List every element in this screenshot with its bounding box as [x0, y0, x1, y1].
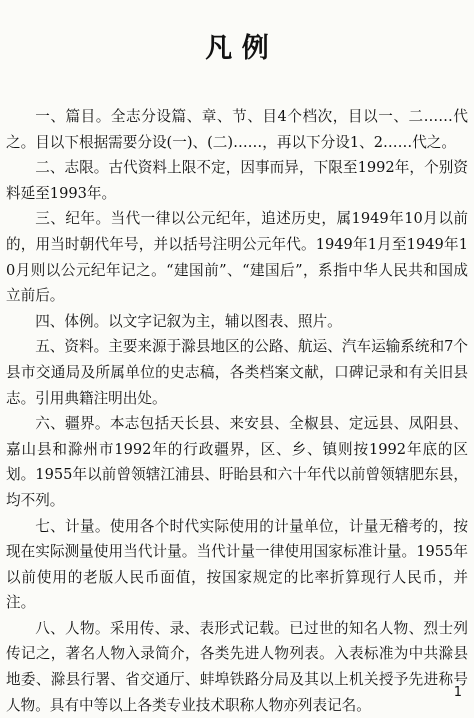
paragraph-time-limits: 二、志限。古代资料上限不定，因事而异，下限至1992年，个别资料延至1993年。	[6, 159, 468, 202]
paragraph-measurement: 七、计量。使用各个时代实际使用的计量单位，计量无稽考的，按现在实际测量使用当代计量。当代计量一律使用国家标准计量。1955年以前使用的老版人民币面值，按国家规定的比率折算现行人民币，并注。	[6, 517, 468, 612]
paragraph-format: 四、体例。以文字记叙为主，辅以图表、照片。	[35, 312, 342, 330]
paragraph-chronology: 三、纪年。当代一律以公元纪年，追述历史，属1949年10月以前的，用当时朝代年号，并以括号注明公元年代。1949年1月至1949年10月则以公元纪年记之。“建国前”、“建国后”，系指中华人民共和国成立前后。	[6, 210, 468, 305]
page-title: 凡 例	[205, 33, 269, 64]
paragraph-sources: 五、资料。主要来源于滁县地区的公路、航运、汽车运输系统和7个县市交通局及所属单位的史志稿，各类档案文献，口碑记录和有关旧县志。引用典籍注明出处。	[6, 338, 468, 407]
paragraph-section-headings: 一、篇目。全志分设篇、章、节、目4个档次，目以一、二……代之。目以下根据需要分设(一)、(二)……，再以下分设1、2……代之。	[6, 108, 468, 151]
body-text	[6, 104, 468, 718]
paragraph-boundaries: 六、疆界。本志包括天长县、来安县、全椒县、定远县、凤阳县、嘉山县和滁州市1992年的行政疆界，区、乡、镇则按1992年底的区划。1955年以前曾领辖江浦县、盱眙县和六十年代以前曾领辖肥东县，均不列。	[6, 415, 468, 509]
paragraph-people: 八、人物。采用传、录、表形式记载。已过世的知名人物、烈士列传记之，著名人物入录简介，各类先进人物列表。入表标准为中共滁县地委、滁县行署、省交通厅、蚌埠铁路分局及其以上机关授予先进称号人物。具有中等以上各类专业技术职称人物亦列表记名。	[6, 619, 468, 714]
page-number: 1	[453, 685, 462, 700]
